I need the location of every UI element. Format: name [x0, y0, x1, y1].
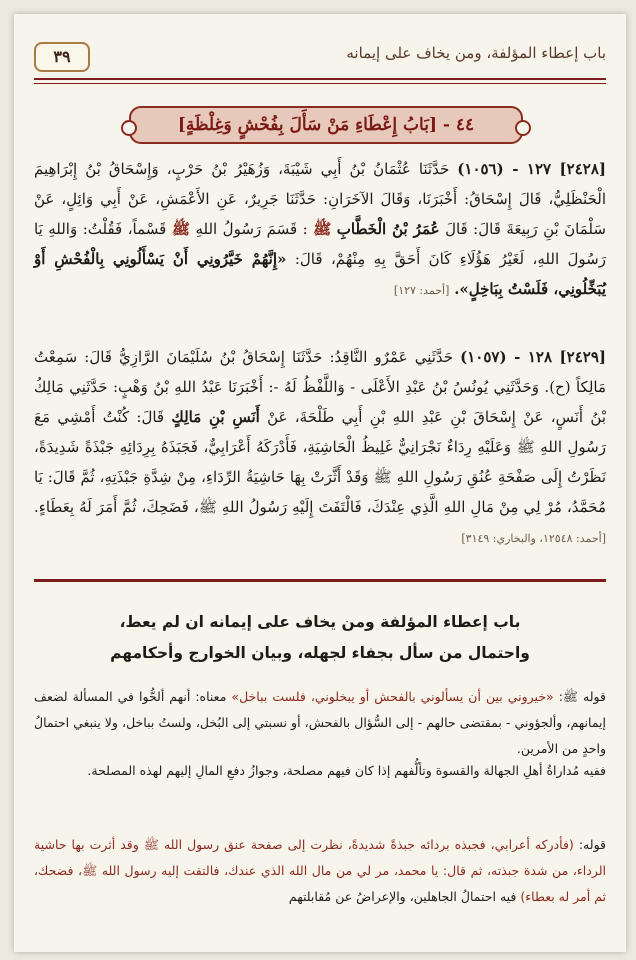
commentary-paragraph-2 [34, 758, 606, 784]
hadith-2428 [34, 154, 606, 306]
commentary-title [34, 607, 606, 669]
commentary-quote: (فأدركه أعرابي، فجبذه بردائه جبذةً شديدةً، نظرت إلى صفحة عنق رسول الله ﷺ وقد أثرت بها حاشية الرداء، من شدة جبذته، ثم قال: يا محمد، مر لي من مال الله الذي عندك، فالتفت إليه رسول الله ﷺ، فضحك، ثم أمر له بعطاء) [34, 837, 606, 904]
narrator-name: عُمَرُ بْنُ الْخَطَّابِ [336, 220, 440, 238]
commentary-paragraph-3 [34, 832, 606, 910]
hadith-chain: حَدَّثَنِي عَمْرٌو النَّاقِدُ: حَدَّثَنَا إِسْحَاقُ بْنُ سُلَيْمَانَ الرَّازِيُّ قَالَ: سَمِعْتُ مَالِكاً (ح). وَحَدَّثَنِي يُونُسُ بْنُ عَبْدِ الأَعْلَى - وَاللَّفْظُ لَهُ -: أَخْبَرَنَا عَبْدُ اللهِ بْنُ وَهْبٍ: حَدَّثَنِي مَالِكُ بْنُ أَنَسٍ، عَنْ إِسْحَاقَ بْنِ عَبْدِ اللهِ بْنِ أَبِي طَلْحَةَ، عَنْ [34, 348, 606, 426]
hadith-reference: [أحمد: ١٢٥٤٨، والبخاري: ٣١٤٩] [461, 532, 606, 545]
section-divider [34, 579, 606, 582]
commentary-quote: «خيروني بين أن يسألوني بالفحش أو يبخلوني، فلست بباخل» [231, 689, 554, 704]
commentary-lead: قوله: [578, 837, 606, 852]
chapter-heading-text: ٤٤ - [بَابُ إِعْطَاءِ مَنْ سَأَلَ بِفُحْشٍ وَغِلْظَةٍ] [177, 115, 475, 135]
commentary-text: معناه: أنهم ألحُّوا في المسألة لضعف إيمانهم، وألجؤوني - بمقتضى حالهم - إلى السُّؤال بالفحش، أو نسبتي إلى البُخل، ولستُ بباخل، ولا ينبغي احتمالُ واحدٍ من الأمرين. [34, 689, 606, 756]
chapter-heading [129, 106, 523, 144]
hadith-text-b: : قَسَمَ رَسُولُ اللهِ [195, 220, 308, 238]
page-number: ٣٩ [34, 42, 90, 72]
radi-symbol: ﷺ [313, 220, 332, 238]
book-page [14, 14, 626, 952]
hadith-chain: حَدَّثَنَا عُثْمَانُ بْنُ أَبِي شَيْبَةَ، وَزُهَيْرُ بْنُ حَرْبٍ، وَإِسْحَاقُ بْنُ إِبْرَاهِيمَ الْحَنْظَلِيُّ، قَالَ إِسْحَاقُ: أَخْبَرَنَا، وَقَالَ الآخَرَانِ: حَدَّثَنَا جَرِيرٌ، عَنِ الأَعْمَشِ، عَنْ أَبِي وَائِلٍ، عَنْ سَلْمَانَ بْنِ رَبِيعَةَ قَالَ: قَالَ [34, 160, 606, 238]
commentary-lead: قوله ﷺ: [558, 689, 606, 704]
prophet-quote: «إِنَّهُمْ خَيَّرُونِي أَنْ يَسْأَلُونِي بِالْفُحْشِ أَوْ يُبَخِّلُونِي، فَلَسْتُ بِبَاخِلٍ». [34, 250, 606, 298]
hadith-text-b: قَالَ: كُنْتُ أَمْشِي مَعَ رَسُولِ اللهِ ﷺ وَعَلَيْهِ رِدَاءٌ نَجْرَانِيٌّ غَلِيظُ الْحَاشِيَةِ، فَأَدْرَكَهُ أَعْرَابِيٌّ، فَجَبَذَهُ بِرِدَائِهِ جَبْذَةً شَدِيدَةً، نَظَرْتُ إِلَى صَفْحَةِ عُنُقِ رَسُولِ اللهِ ﷺ وَقَدْ أَثَّرَتْ بِهَا حَاشِيَةُ الرِّدَاءِ، مِنْ شِدَّةِ جَبْذَتِهِ، ثُمَّ قَالَ: يَا مُحَمَّدُ، مُرْ لِي مِنْ مَالِ اللهِ الَّذِي عِنْدَكَ، فَالْتَفَتَ إِلَيْهِ رَسُولُ اللهِ ﷺ، فَضَحِكَ، ثُمَّ أَمَرَ لَهُ بِعَطَاءٍ. [34, 408, 606, 516]
hadith-number: [٢٤٢٨] ١٢٧ - (١٠٥٦) [457, 160, 606, 178]
commentary-title-line1: باب إعطاء المؤلفة ومن يخاف على إيمانه ان لم يعط، [119, 613, 521, 631]
commentary-text: فيه احتمالُ الجاهلين، والإعراضُ عن مُقابلتهم [288, 889, 517, 904]
running-header-title: باب إعطاء المؤلفة، ومن يخاف على إيمانه [346, 44, 606, 62]
hadith-reference: [أحمد: ١٢٧] [393, 284, 450, 297]
hadith-2429 [34, 342, 606, 554]
narrator-name: أَنَسِ بْنِ مَالِكٍ [171, 408, 260, 426]
hadith-number: [٢٤٢٩] ١٢٨ - (١٠٥٧) [460, 348, 606, 366]
header-rule-thin [34, 83, 606, 84]
hadith-text-c: قَسْماً، فَقُلْتُ: وَاللهِ يَا رَسُولَ اللهِ، لَغَيْرُ هَؤُلَاءِ كَانَ أَحَقَّ بِهِ مِنْهُمْ، قَالَ: [34, 220, 606, 268]
salla-symbol: ﷺ [171, 220, 190, 238]
commentary-text: ففيه مُداراةُ أهلِ الجهالة والقسوة وتألُّفهم إذا كان فيهم مصلحة، وجوازُ دفعِ المالِ إليهم لهذه المصلحة. [87, 763, 606, 778]
commentary-paragraph-1 [34, 684, 606, 762]
commentary-title-line2: واحتمال من سأل بجفاء لجهله، وبيان الخوارج وأحكامهم [110, 644, 530, 662]
header-rule [34, 78, 606, 80]
